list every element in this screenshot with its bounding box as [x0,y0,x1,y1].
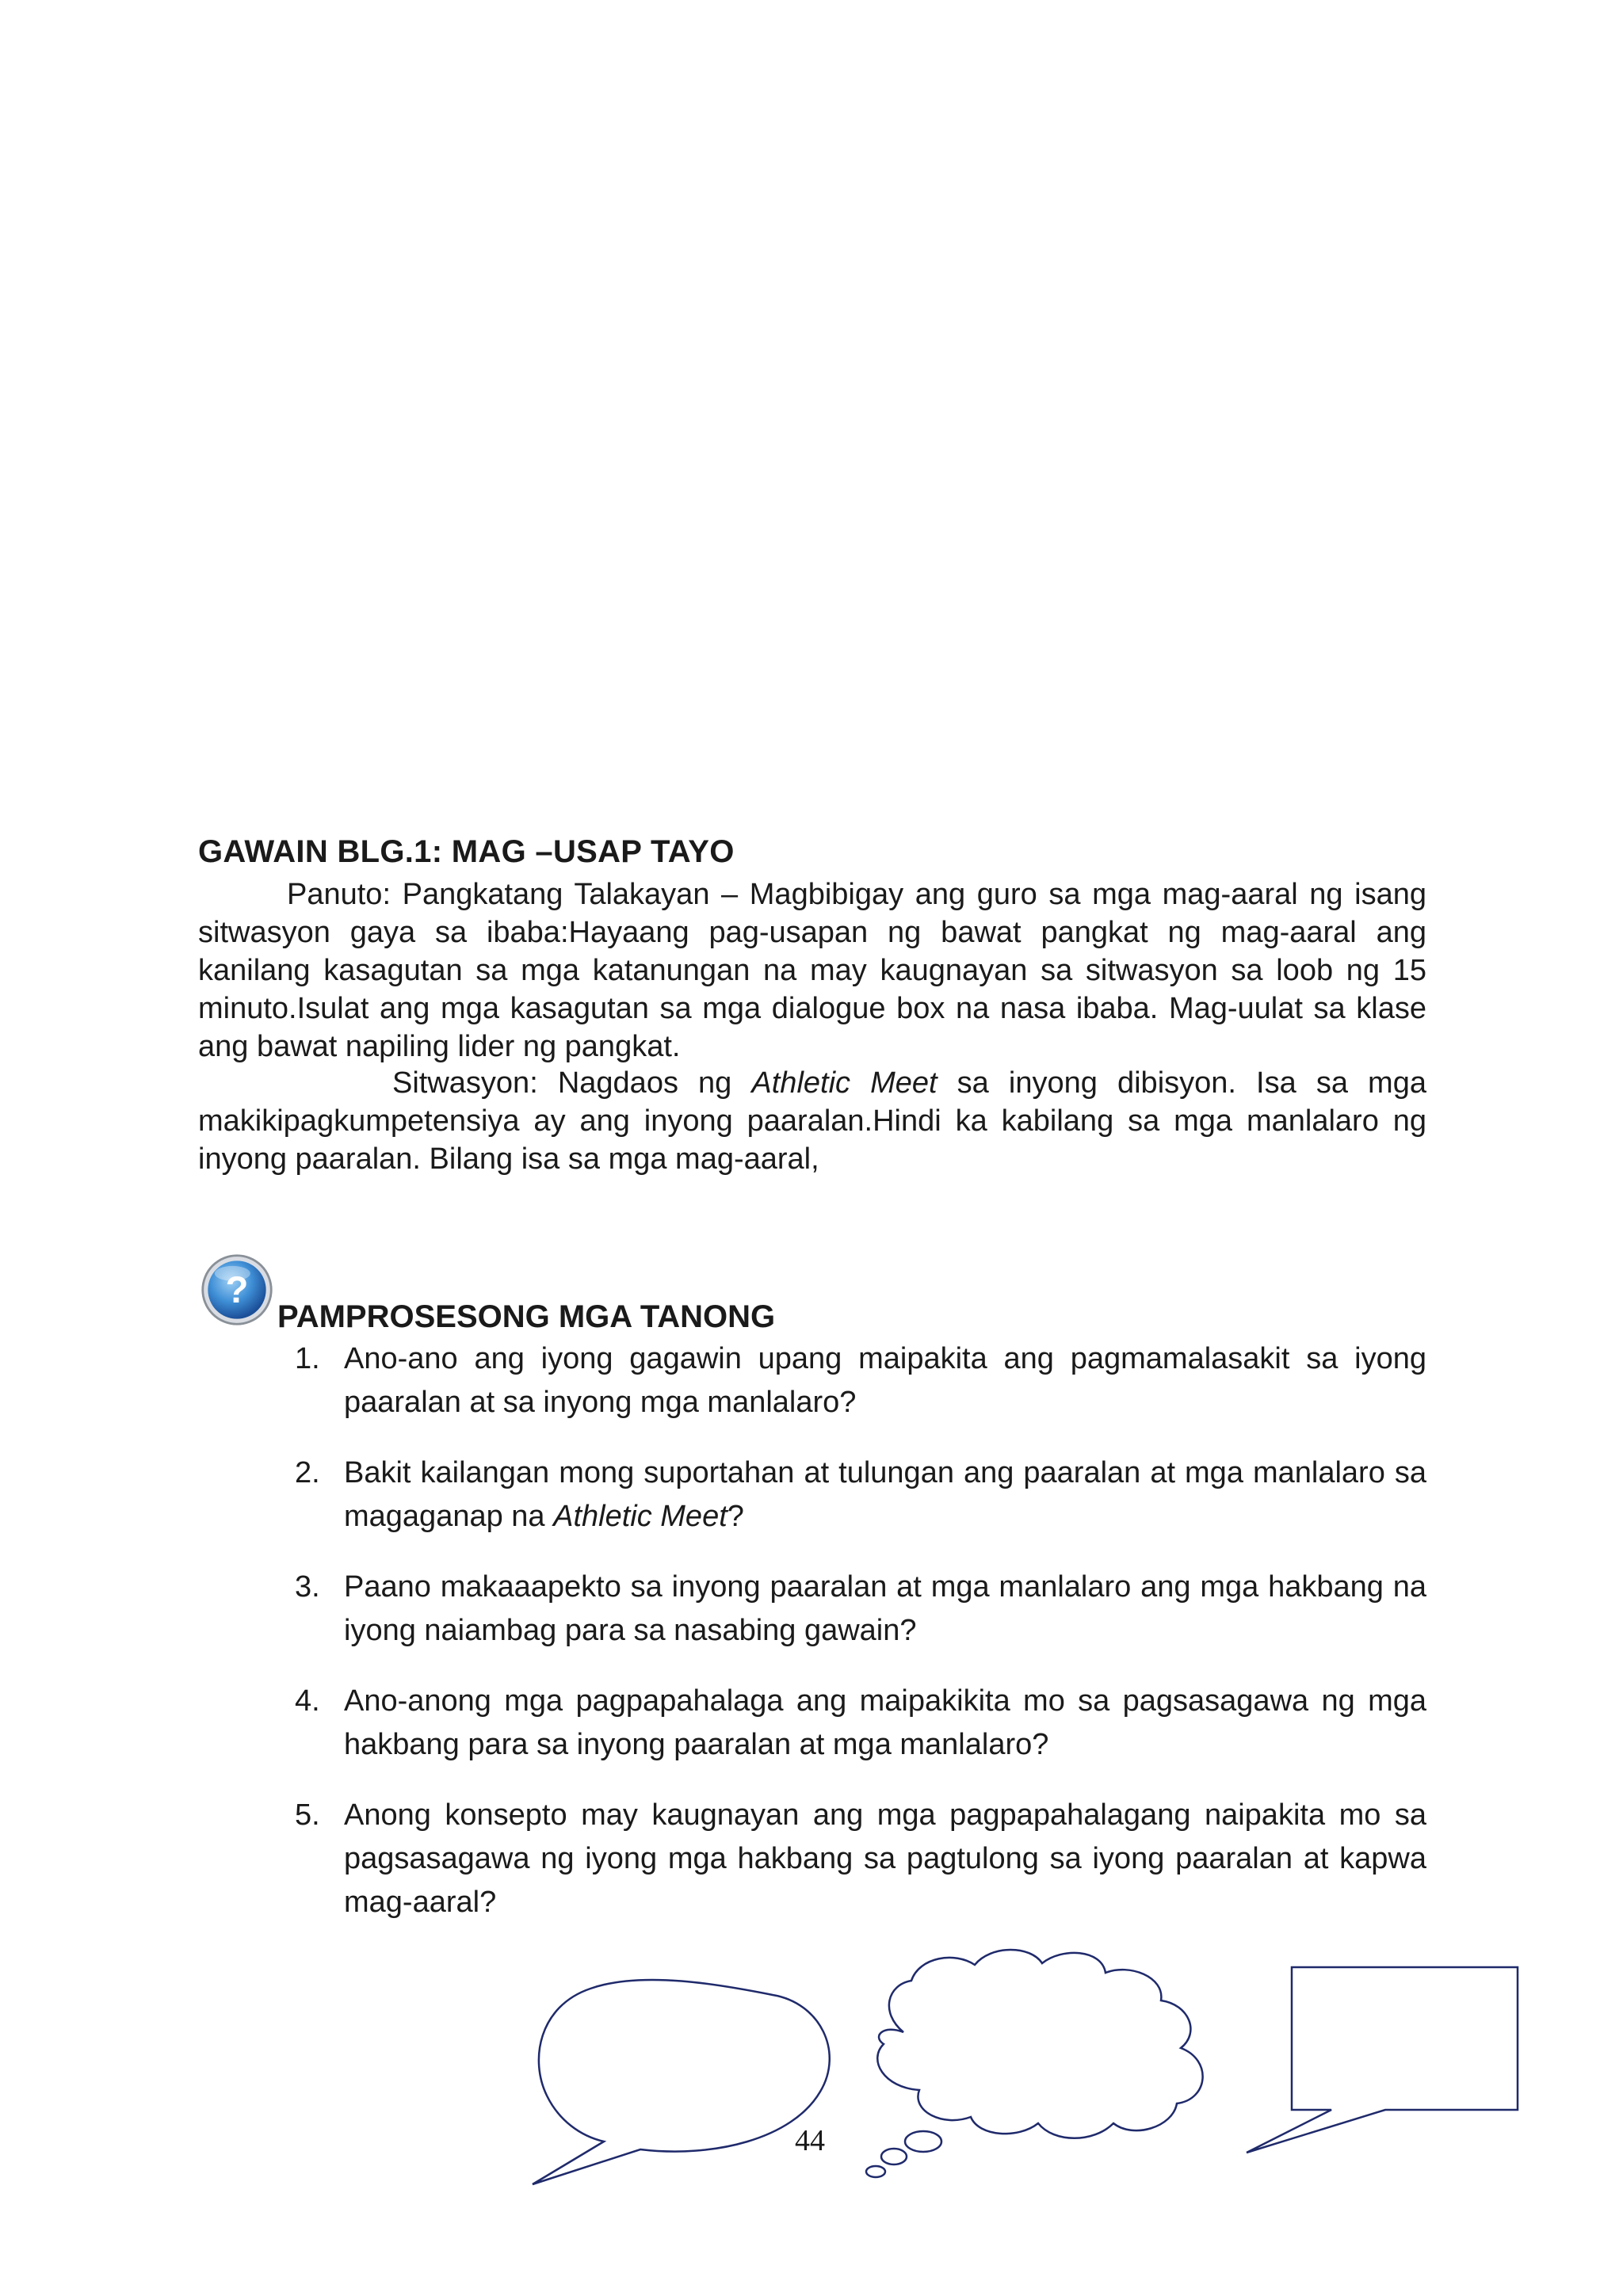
question-number: 1. [295,1342,320,1375]
question-text: Paano makaaapekto sa inyong paaralan at mga manlalaro ang mga hakbang na iyong naiambag para sa nasabing gawain? [344,1570,1426,1647]
question-number: 3. [295,1570,320,1604]
activity-title: GAWAIN BLG.1: MAG –USAP TAYO [198,834,735,869]
question-number: 5. [295,1798,320,1832]
situation-prefix: Sitwasyon: Nagdaos ng [392,1066,752,1100]
thought-dot-small [866,2166,885,2177]
processing-questions-heading: PAMPROSESONG MGA TANONG [277,1299,776,1334]
thought-dot-large [905,2131,941,2152]
speech-bubble-icon [533,1980,830,2184]
instructions-text: Panuto: Pangkatang Talakayan – Magbibigay ang guro sa mga mag-aaral ng isang sitwasyon gaya sa ibaba:Hayaang pag-usapan ng bawat pangkat ng mag-aaral ang kanilang kasagutan sa mga katanungan na may kaugnayan sa sitwasyon sa loob ng 15 minuto.Isulat ang mga kasagutan sa mga dialogue box na nasa ibaba. Mag-uulat sa klase ang bawat napiling lider ng pangkat. [198,878,1426,1063]
question-text-end: ? [727,1500,744,1533]
rectangular-callout-icon [1247,1967,1518,2153]
question-text: Ano-anong mga pagpapahalaga ang maipakikita mo sa pagsasagawa ng mga hakbang para sa inyong paaralan at mga manlalaro? [344,1684,1426,1761]
page-number: 44 [795,2124,825,2157]
question-text: Ano-ano ang iyong gagawin upang maipakita ang pagmamalasakit sa iyong paaralan at sa inyong mga manlalaro? [344,1342,1426,1419]
thought-cloud-icon [877,1950,1202,2138]
question-event: Athletic Meet [553,1500,727,1533]
situation-suffix: sa inyong dibisyon. Isa sa mga makikipagkumpetensiya ay ang inyong paaralan.Hindi ka kabilang sa mga manlalaro ng inyong paaralan. Bilang isa sa mga mag-aaral, [198,1066,1426,1176]
question-text: Bakit kailangan mong suportahan at tulungan ang paaralan at mga manlalaro sa magaganap na [344,1456,1426,1533]
situation-event: Athletic Meet [751,1066,938,1100]
question-text: Anong konsepto may kaugnayan ang mga pagpapahalagang naipakita mo sa pagsasagawa ng iyong mga hakbang sa pagtulong sa iyong paaralan at kapwa mag-aaral? [344,1798,1426,1919]
question-number: 2. [295,1456,320,1489]
svg-text:?: ? [225,1268,249,1310]
thought-dot-medium [881,2149,907,2164]
question-number: 4. [295,1684,320,1718]
